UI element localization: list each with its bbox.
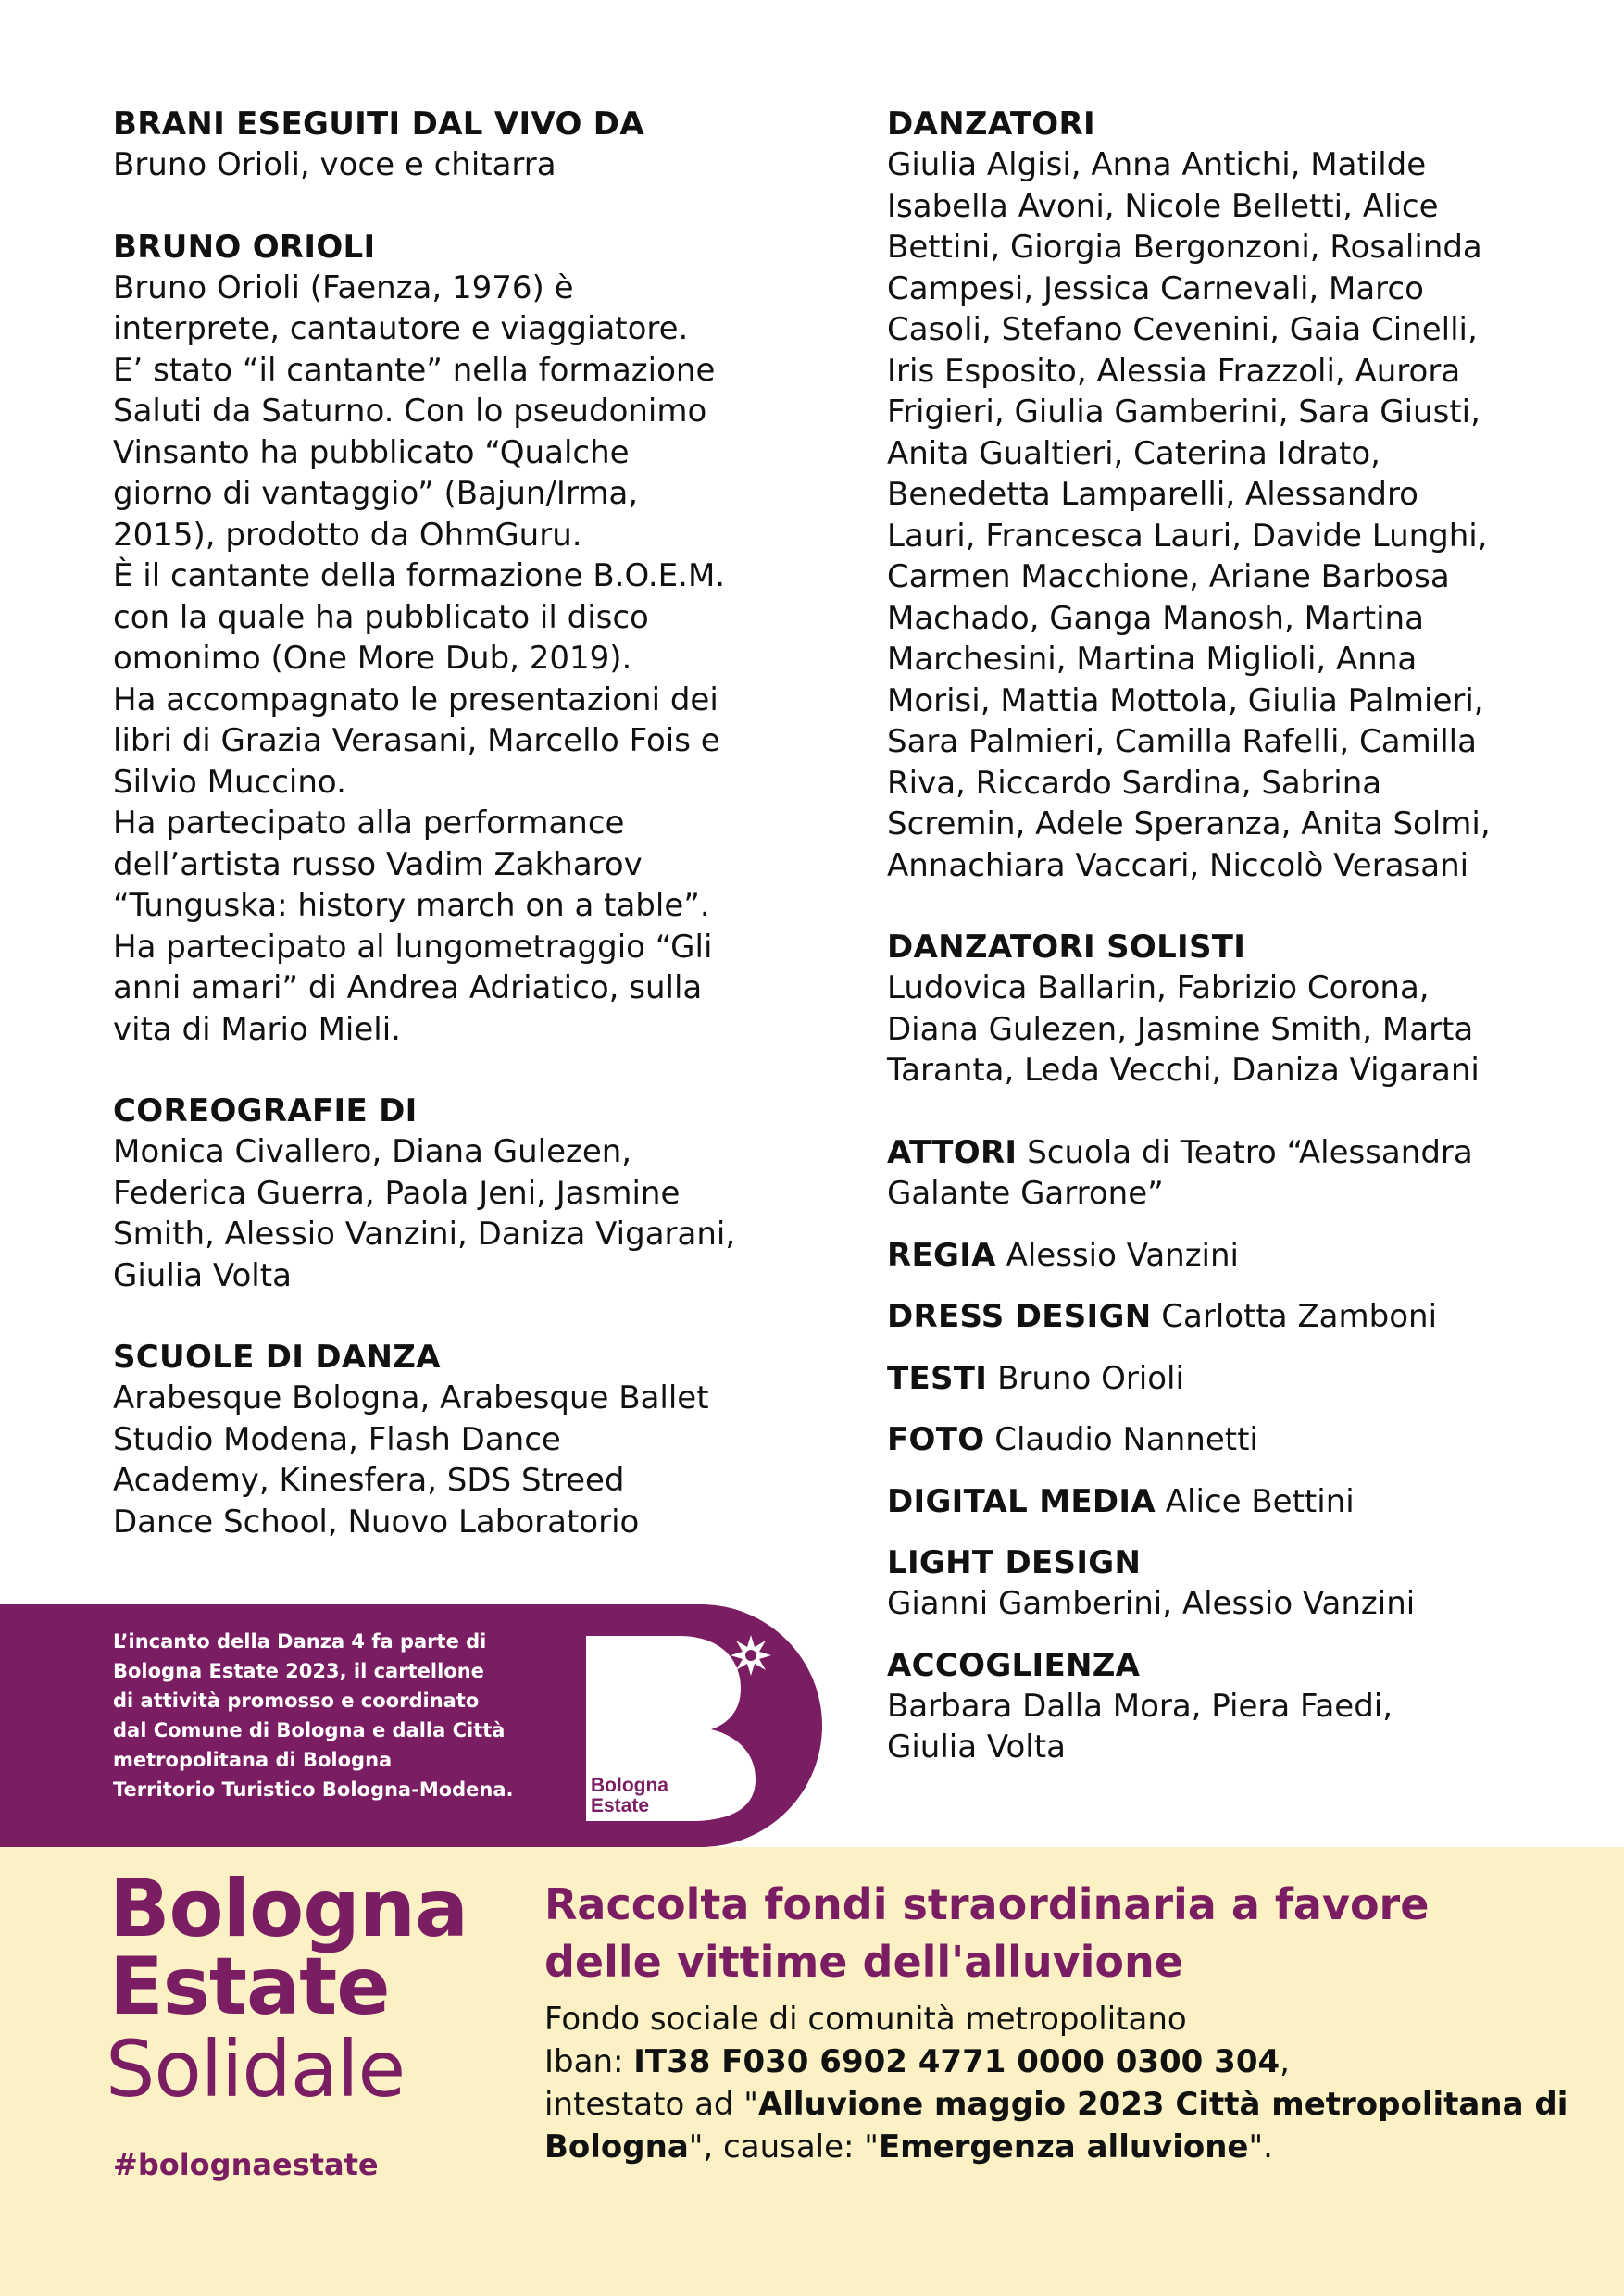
- credit-value: Bruno Orioli: [997, 1359, 1184, 1397]
- section-brani: [113, 104, 780, 186]
- credit-label: TESTI: [887, 1359, 988, 1397]
- credit-value: Scuola di Teatro “Alessandra Galante Garrone”: [887, 1133, 1473, 1212]
- section-title: DANZATORI: [887, 106, 1095, 143]
- credit-attori: [887, 1132, 1535, 1215]
- intestato-line: [544, 2083, 1581, 2168]
- section-body: Bruno Orioli (Faenza, 1976) è interprete, cantautore e viaggiatore. E’ stato “il cantante” nella formazione Saluti da Saturno. Con lo pseudonimo Vinsanto ha pubblicato “Qualche giorno di vantaggio” (Bajun/Irma, 2015), prodotto da OhmGuru. È il cantante della formazione B.O.E.M. con la quale ha pubblicato il disco omonimo (One More Dub, 2019). Ha accompagnato le presentazioni dei libri di Grazia Verasani, Marcello Fois e Silvio Muccino. Ha partecipato alla performance dell’artista russo Vadim Zakharov “Tunguska: history march on a table”. Ha partecipato al lungometraggio “Gli anni amari” di Andrea Adriatico, sulla vita di Mario Mieli.: [113, 268, 726, 1048]
- section-title: ACCOGLIENZA: [887, 1646, 1141, 1684]
- causale-value: Emergenza alluvione: [878, 2128, 1249, 2165]
- logo-b-icon: [581, 1631, 785, 1826]
- credit-label: DIGITAL MEDIA: [887, 1482, 1156, 1520]
- credit-value: Claudio Nannetti: [994, 1421, 1258, 1458]
- fundraiser-details: [544, 1998, 1581, 2168]
- section-body: Gianni Gamberini, Alessio Vanzini: [887, 1585, 1416, 1622]
- section-title: DANZATORI SOLISTI: [887, 929, 1246, 966]
- credit-label: REGIA: [887, 1236, 996, 1274]
- logo-text-line2: Estate: [591, 1795, 650, 1816]
- band-text: L’incanto della Danza 4 fa parte di Bologna Estate 2023, il cartellone di attività promosso e coordinato dal Comune di Bologna e dalla Città metropolitana di Bologna Territorio Turistico Bologna-Modena.: [113, 1630, 514, 1801]
- section-title: BRUNO ORIOLI: [113, 228, 376, 266]
- section-coreografie: [113, 1091, 780, 1296]
- iban-label: Iban:: [544, 2043, 634, 2080]
- credit-label: DRESS DESIGN: [887, 1298, 1152, 1335]
- solidale-title: Solidale: [106, 2024, 406, 2115]
- section-title: BRANI ESEGUITI DAL VIVO DA: [113, 106, 644, 143]
- credit-foto: [887, 1419, 1535, 1461]
- intestato-pre: intestato ad ": [544, 2086, 758, 2123]
- hashtag: #bolognaestate: [113, 2147, 379, 2182]
- section-light-design: [887, 1542, 1535, 1625]
- intestato-value: Alluvione maggio 2023 Città metropolitana di Bologna: [544, 2086, 1568, 2165]
- credit-regia: [887, 1235, 1535, 1277]
- section-bruno-orioli: [113, 227, 780, 1051]
- credit-value: Alice Bettini: [1165, 1482, 1355, 1520]
- iban-after: ,: [1280, 2043, 1290, 2080]
- bologna-estate-title: [109, 1863, 468, 2033]
- iban-value: IT38 F030 6902 4771 0000 0300 304: [633, 2043, 1280, 2080]
- section-body: Bruno Orioli, voce e chitarra: [113, 146, 556, 183]
- section-title: SCUOLE DI DANZA: [113, 1339, 441, 1376]
- left-column: [113, 104, 780, 1583]
- section-accoglienza: [887, 1645, 1535, 1768]
- fundraiser-title: Raccolta fondi straordinaria a favore delle vittime dell'alluvione: [544, 1879, 1430, 1987]
- section-body: Barbara Dalla Mora, Piera Faedi, Giulia Volta: [887, 1687, 1393, 1766]
- bologna-estate-logo: [581, 1631, 785, 1826]
- fund-line: Fondo sociale di comunità metropolitano: [544, 2001, 1187, 2038]
- logo-text-line1: Bologna: [591, 1775, 668, 1796]
- causale-pre: ", causale: ": [688, 2128, 879, 2165]
- title-line-2: Estate: [109, 1940, 390, 2033]
- causale-post: ".: [1248, 2128, 1273, 2165]
- credit-label: FOTO: [887, 1421, 985, 1458]
- section-danzatori-solisti: [887, 927, 1535, 1092]
- credit-testi: [887, 1358, 1535, 1400]
- credit-label: ATTORI: [887, 1133, 1018, 1171]
- section-danzatori: [887, 104, 1535, 886]
- right-column: [887, 104, 1535, 1768]
- section-body: Monica Civallero, Diana Gulezen, Federica Guerra, Paola Jeni, Jasmine Smith, Alessio Vanzini, Daniza Vigarani, Giulia Volta: [113, 1133, 736, 1294]
- section-title: COREOGRAFIE DI: [113, 1092, 418, 1129]
- section-title: LIGHT DESIGN: [887, 1544, 1142, 1581]
- section-body: Giulia Algisi, Anna Antichi, Matilde Isabella Avoni, Nicole Belletti, Alice Bettini, Giorgia Bergonzoni, Rosalinda Campesi, Jessica Carnevali, Marco Casoli, Stefano Cevenini, Gaia Cinelli, Iris Esposito, Alessia Frazzoli, Aurora Frigieri, Giulia Gamberini, Sara Giusti, Anita Gualtieri, Caterina Idrato, Benedetta Lamparelli, Alessandro Lauri, Francesca Lauri, Davide Lunghi, Carmen Macchione, Ariane Barbosa Machado, Ganga Manosh, Martina Marchesini, Martina Miglioli, Anna Morisi, Mattia Mottola, Giulia Palmieri, Sara Palmieri, Camilla Rafelli, Camilla Riva, Riccardo Sardina, Sabrina Scremin, Adele Speranza, Anita Solmi, Annachiara Vaccari, Niccolò Verasani: [887, 146, 1491, 884]
- credit-dress-design: [887, 1296, 1535, 1338]
- section-body: Ludovica Ballarin, Fabrizio Corona, Diana Gulezen, Jasmine Smith, Marta Taranta, Leda Vecchi, Daniza Vigarani: [887, 969, 1480, 1089]
- iban-line: [544, 2040, 1581, 2083]
- title-line-1: Bologna: [109, 1863, 468, 1955]
- section-body: Arabesque Bologna, Arabesque Ballet Studio Modena, Flash Dance Academy, Kinesfera, SDS Streed Dance School, Nuovo Laboratorio: [113, 1379, 709, 1541]
- credit-value: Carlotta Zamboni: [1161, 1298, 1438, 1335]
- credit-value: Alessio Vanzini: [1006, 1236, 1239, 1274]
- section-scuole: [113, 1337, 780, 1542]
- credit-digital-media: [887, 1481, 1535, 1523]
